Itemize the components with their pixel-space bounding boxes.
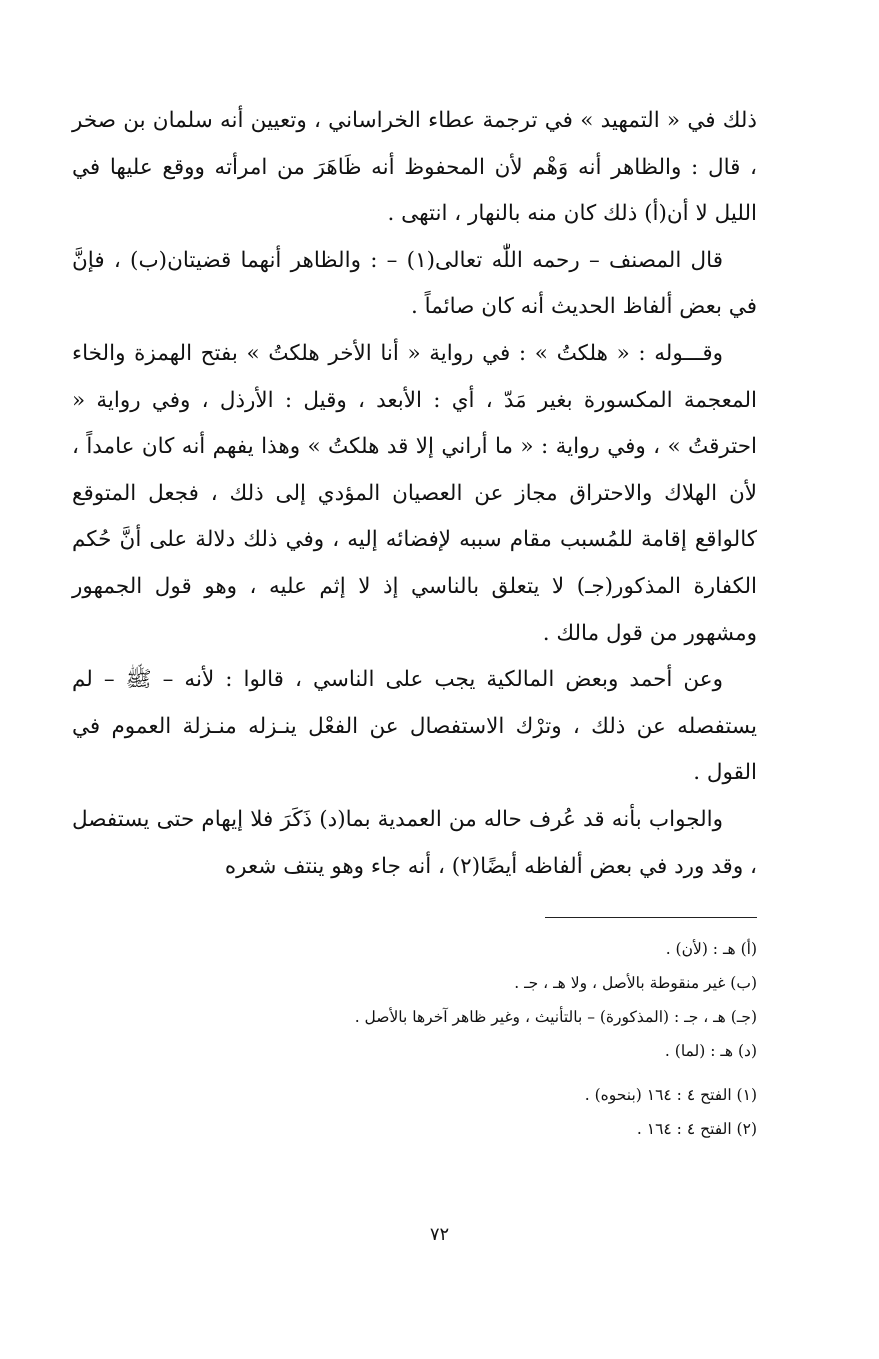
variant-note-d: (د) هـ : (لما) . <box>664 1042 757 1060</box>
paragraph-5: والجواب بأنه قد عُرف حاله من العمدية بما(د) ذَكَرَ فلا إيهام حتى يستفصل ، وقد ورد في بعض ألفاظه أيضًا(٢) ، أنه جاء وهو ينتف شعره <box>72 806 757 879</box>
paragraph-4: وعن أحمد وبعض المالكية يجب على الناسي ، قالوا : لأنه – ﷺ – لم يستفصله عن ذلك ، وترْك الاستفصال عن الفعْل ينـزله منـزلة العموم في القول . <box>72 667 757 786</box>
variant-note-a: (أ) هـ : (لأن) . <box>665 940 757 958</box>
paragraph-1: ذلك في « التمهيد » في ترجمة عطاء الخراساني ، وتعيين أنه سلمان بن صخر ، قال : والظاهر أنه وَهْم لأن المحفوظ أنه ظَاهَرَ من امرأته ووقع عليها في الليل لا أن(أ) ذلك كان منه بالنهار ، انتهى . <box>72 108 757 227</box>
paragraph-3: وقـــوله : « هلكتُ » : في رواية « أنا الأخر هلكتُ » بفتح الهمزة والخاء المعجمة المكسورة بغير مَدّ ، أي : الأبعد ، وقيل : الأرذل ، وفي رواية « احترقتُ » ، وفي رواية : « ما أراني إلا قد هلكتُ » وهذا يفهم أنه كان عامداً ، لأن الهلاك والاحتراق مجاز عن العصيان المؤدي إلى ذلك ، فجعل المتوقع كالواقع إقامة للمُسبب مقام سببه لإفضائه إليه ، وفي ذلك دلالة على أنَّ حُكم الكفارة المذكور(جـ) لا يتعلق بالناسي إذ لا إثم عليه ، وهو قول الجمهور ومشهور من قول مالك . <box>72 340 757 646</box>
source-note-1: (١) الفتح ٤ : ١٦٤ (بنحوه) . <box>584 1086 757 1104</box>
source-note-2: (٢) الفتح ٤ : ١٦٤ . <box>636 1120 757 1138</box>
variant-note-j: (جـ) هـ ، جـ : (المذكورة) – بالتأنيث ، وغير ظاهر آخرها بالأصل . <box>354 1008 757 1026</box>
main-text <box>72 98 757 890</box>
variant-note-b: (ب) غير منقوطة بالأصل ، ولا هـ ، جـ . <box>514 974 757 992</box>
page-number: ٧٢ <box>429 1224 450 1245</box>
paragraph-2: قال المصنف – رحمه اللّٰه تعالى(١) – : والظاهر أنهما قضيتان(ب) ، فإنَّ في بعض ألفاظ الحديث أنه كان صائماً . <box>72 247 757 320</box>
footnotes <box>150 932 757 1146</box>
footnote-separator <box>545 917 757 918</box>
